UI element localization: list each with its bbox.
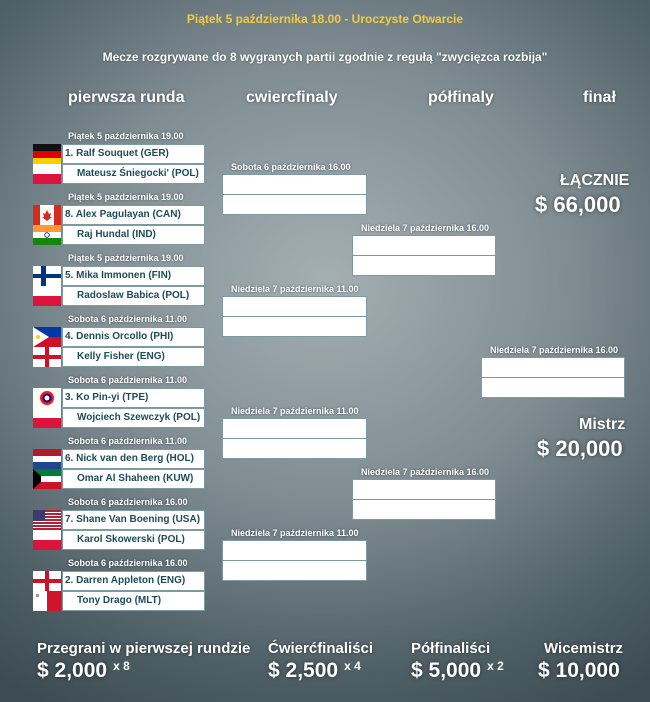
usa-flag-icon xyxy=(33,510,61,530)
taiwan-flag-icon xyxy=(33,388,61,408)
match-date: Niedziela 7 października 11.00 xyxy=(231,528,359,538)
champion-prize-label: Mistrz xyxy=(579,416,626,433)
first-round-prize xyxy=(37,659,130,683)
finland-flag-icon xyxy=(33,266,61,286)
poland-flag-icon xyxy=(33,286,61,306)
column-semifinals: półfinaly xyxy=(428,89,494,106)
quarterfinal-slot xyxy=(222,418,367,439)
match-date: Piątek 5 października 19.00 xyxy=(68,131,184,141)
final-slot xyxy=(481,357,625,378)
semifinal-slot xyxy=(352,255,496,276)
player-slot: 7. Shane Van Boening (USA) xyxy=(62,510,205,530)
england-flag-icon xyxy=(33,347,61,367)
quarterfinal-slot xyxy=(222,316,367,337)
poland-flag-icon xyxy=(33,164,61,184)
column-final: finał xyxy=(583,89,616,106)
player-slot: 6. Nick van den Berg (HOL) xyxy=(62,449,205,469)
final-slot xyxy=(481,377,625,398)
quarterfinal-slot xyxy=(222,296,367,317)
match-date: Sobota 6 października 16.00 xyxy=(68,497,188,507)
first-round-prize-label: Przegrani w pierwszej rundzie xyxy=(37,640,251,657)
semifinal-prize xyxy=(411,659,504,683)
match-date: Niedziela 7 października 16.00 xyxy=(361,223,490,233)
match-date: Piątek 5 października 19.00 xyxy=(68,253,184,263)
match-date: Sobota 6 października 11.00 xyxy=(68,436,188,446)
match-date: Sobota 6 października 16.00 xyxy=(68,558,188,568)
player-slot: Karol Skowerski (POL) xyxy=(62,530,205,550)
player-slot: 5. Mika Immonen (FIN) xyxy=(62,266,205,286)
quarterfinal-slot xyxy=(222,438,367,459)
player-slot: Omar Al Shaheen (KUW) xyxy=(62,469,205,489)
event-title: Piątek 5 października 18.00 - Uroczyste Otwarcie xyxy=(186,12,464,26)
runnerup-prize-label: Wicemistrz xyxy=(544,640,624,657)
semifinal-slot xyxy=(352,479,496,500)
semifinal-prize-value: $ 5,000 xyxy=(411,659,482,682)
match-date: Sobota 6 października 16.00 xyxy=(231,162,351,172)
match-date: Sobota 6 października 11.00 xyxy=(68,375,188,385)
match-date: Niedziela 7 października 11.00 xyxy=(231,284,359,294)
player-slot: Kelly Fisher (ENG) xyxy=(62,347,205,367)
player-slot: Mateusz Śniegocki' (POL) xyxy=(62,164,205,184)
semifinal-slot xyxy=(352,499,496,520)
match-date: Niedziela 7 października 16.00 xyxy=(490,345,619,355)
champion-prize-value: $ 20,000 xyxy=(537,436,623,461)
india-flag-icon xyxy=(33,225,61,245)
germany-flag-icon xyxy=(33,144,61,164)
quarterfinal-slot xyxy=(222,540,367,561)
quarterfinal-slot xyxy=(222,560,367,581)
quarterfinal-slot xyxy=(222,174,367,195)
total-prize-value: $ 66,000 xyxy=(535,192,621,217)
player-slot: Raj Hundal (IND) xyxy=(62,225,205,245)
match-date: Piątek 5 października 19.00 xyxy=(68,192,184,202)
semifinal-multiplier: x 2 xyxy=(487,659,504,673)
runnerup-prize-value: $ 10,000 xyxy=(538,659,620,682)
first-round-multiplier: x 8 xyxy=(113,659,130,673)
poland-flag-icon xyxy=(33,408,61,428)
first-round-prize-value: $ 2,000 xyxy=(37,659,108,682)
column-first-round: pierwsza runda xyxy=(68,89,185,106)
england-flag-icon xyxy=(33,571,61,591)
event-subtitle: Mecze rozgrywane do 8 wygranych partii zgodnie z regułą "zwycięzca rozbija" xyxy=(102,50,548,64)
player-slot: 3. Ko Pin-yi (TPE) xyxy=(62,388,205,408)
player-slot: Wojciech Szewczyk (POL) xyxy=(62,408,205,428)
quarterfinal-prize-value: $ 2,500 xyxy=(268,659,339,682)
player-slot: 2. Darren Appleton (ENG) xyxy=(62,571,205,591)
player-slot: 8. Alex Pagulayan (CAN) xyxy=(62,205,205,225)
semifinal-prize-label: Półfinaliści xyxy=(411,640,491,657)
quarterfinal-prize xyxy=(268,659,361,683)
quarterfinal-prize-label: Ćwierćfinaliści xyxy=(268,640,374,657)
quarterfinal-slot xyxy=(222,194,367,215)
column-quarterfinals: cwiercfinaly xyxy=(246,89,338,106)
poland-flag-icon xyxy=(33,530,61,550)
match-date: Niedziela 7 października 11.00 xyxy=(231,406,359,416)
quarterfinal-multiplier: x 4 xyxy=(344,659,361,673)
total-prize-label: ŁĄCZNIE xyxy=(560,172,630,189)
malta-flag-icon xyxy=(33,591,61,611)
kuwait-flag-icon xyxy=(33,469,61,489)
player-slot: 4. Dennis Orcollo (PHI) xyxy=(62,327,205,347)
semifinal-slot xyxy=(352,235,496,256)
match-date: Niedziela 7 października 16.00 xyxy=(361,467,490,477)
player-slot: Radoslaw Babica (POL) xyxy=(62,286,205,306)
match-date: Sobota 6 października 11.00 xyxy=(68,314,188,324)
canada-flag-icon xyxy=(33,205,61,225)
philippines-flag-icon xyxy=(33,327,61,347)
player-slot: 1. Ralf Souquet (GER) xyxy=(62,144,205,164)
player-slot: Tony Drago (MLT) xyxy=(62,591,205,611)
netherlands-flag-icon xyxy=(33,449,61,469)
